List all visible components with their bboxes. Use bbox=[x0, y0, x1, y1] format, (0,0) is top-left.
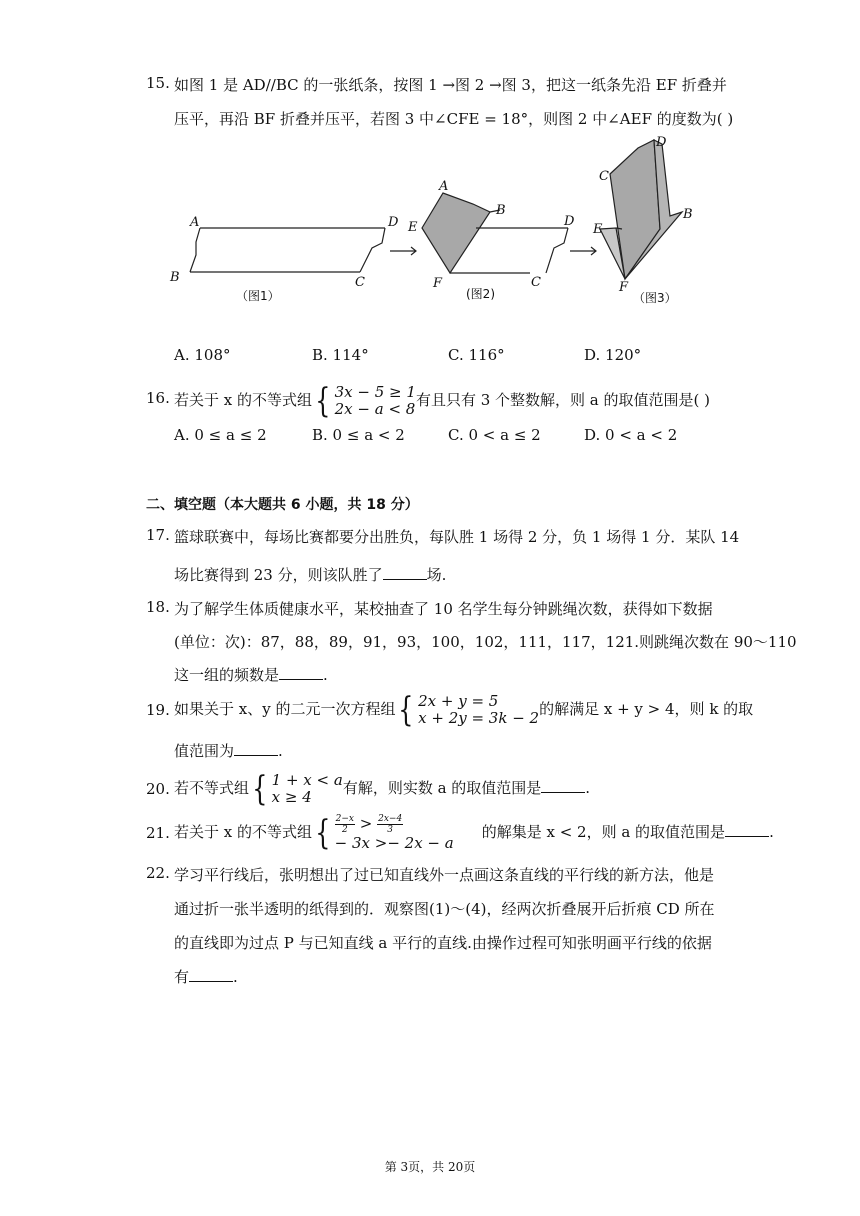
svg-text:C: C bbox=[531, 275, 541, 290]
option-d: D. 0 < a < 2 bbox=[584, 426, 678, 444]
svg-text:D: D bbox=[388, 215, 399, 230]
fold-figure bbox=[160, 134, 720, 314]
question-number: 15. bbox=[146, 74, 170, 92]
arrow-2 bbox=[570, 247, 596, 255]
answer-blank[interactable] bbox=[279, 665, 323, 680]
question-number: 19. bbox=[146, 701, 170, 719]
figure-1-caption: （图1） bbox=[236, 289, 280, 303]
svg-text:B: B bbox=[170, 270, 180, 285]
svg-text:E: E bbox=[408, 220, 418, 235]
answer-blank[interactable] bbox=[725, 822, 769, 837]
figure-2 bbox=[422, 193, 568, 273]
question-number: 18. bbox=[146, 598, 170, 616]
svg-text:C: C bbox=[599, 169, 609, 184]
section-title: 二、填空题（本大题共 6 小题，共 18 分） bbox=[146, 497, 419, 513]
svg-text:D: D bbox=[656, 135, 667, 150]
svg-text:C: C bbox=[355, 275, 365, 290]
figure-3 bbox=[600, 140, 682, 279]
page-footer: 第 3页，共 20页 bbox=[384, 1160, 476, 1174]
inequality-system: { 3x − 5 ≥ 1 2x − a < 8 bbox=[315, 381, 416, 421]
arrow-1 bbox=[390, 247, 416, 255]
svg-text:F: F bbox=[619, 280, 629, 295]
svg-text:D: D bbox=[564, 214, 575, 229]
svg-text:E: E bbox=[593, 222, 603, 237]
question-text-line2: 压平，再沿 BF 折叠并压平，若图 3 中∠CFE = 18°，则图 2 中∠AEF 的度数为( ) bbox=[174, 110, 734, 128]
question-number: 22. bbox=[146, 864, 170, 882]
option-a: A. 108° bbox=[174, 346, 231, 364]
svg-text:B: B bbox=[496, 203, 506, 218]
answer-blank[interactable] bbox=[189, 967, 233, 982]
option-b: B. 114° bbox=[312, 346, 369, 364]
option-c: C. 116° bbox=[448, 346, 505, 364]
svg-text:A: A bbox=[439, 179, 449, 194]
figure-3-caption: （图3） bbox=[633, 291, 677, 305]
question-number: 16. bbox=[146, 389, 170, 407]
svg-text:F: F bbox=[433, 276, 443, 291]
option-d: D. 120° bbox=[584, 346, 642, 364]
answer-blank[interactable] bbox=[541, 778, 585, 793]
question-number: 17. bbox=[146, 526, 170, 544]
figure-1 bbox=[190, 228, 385, 272]
inequality-system: { $\frac{2-x}{2}$ > $\frac{2x-4}{3}$ − 3x >− 2x − a bbox=[315, 813, 454, 853]
answer-blank[interactable] bbox=[234, 741, 278, 756]
option-b: B. 0 ≤ a < 2 bbox=[312, 426, 405, 444]
option-a: A. 0 ≤ a ≤ 2 bbox=[174, 426, 267, 444]
figure-2-caption: (图2) bbox=[466, 287, 495, 301]
equation-system: { 2x + y = 5 x + 2y = 3k − 2 bbox=[398, 690, 540, 730]
svg-text:B: B bbox=[683, 207, 693, 222]
question-number: 20. bbox=[146, 780, 170, 798]
inequality-system: { 1 + x < a x ≥ 4 bbox=[252, 769, 343, 809]
svg-text:A: A bbox=[190, 215, 200, 230]
question-text: 若关于 x 的不等式组 { 3x − 5 ≥ 1 2x − a < 8 有且只有 3 个整数解，则 a 的取值范围是( ) bbox=[174, 381, 710, 421]
question-text-line1: 如图 1 是 AD//BC 的一张纸条，按图 1 →图 2 →图 3，把这一纸条先沿 EF 折叠并 bbox=[174, 76, 727, 94]
option-c: C. 0 < a ≤ 2 bbox=[448, 426, 541, 444]
answer-blank[interactable] bbox=[383, 565, 427, 580]
question-number: 21. bbox=[146, 824, 170, 842]
